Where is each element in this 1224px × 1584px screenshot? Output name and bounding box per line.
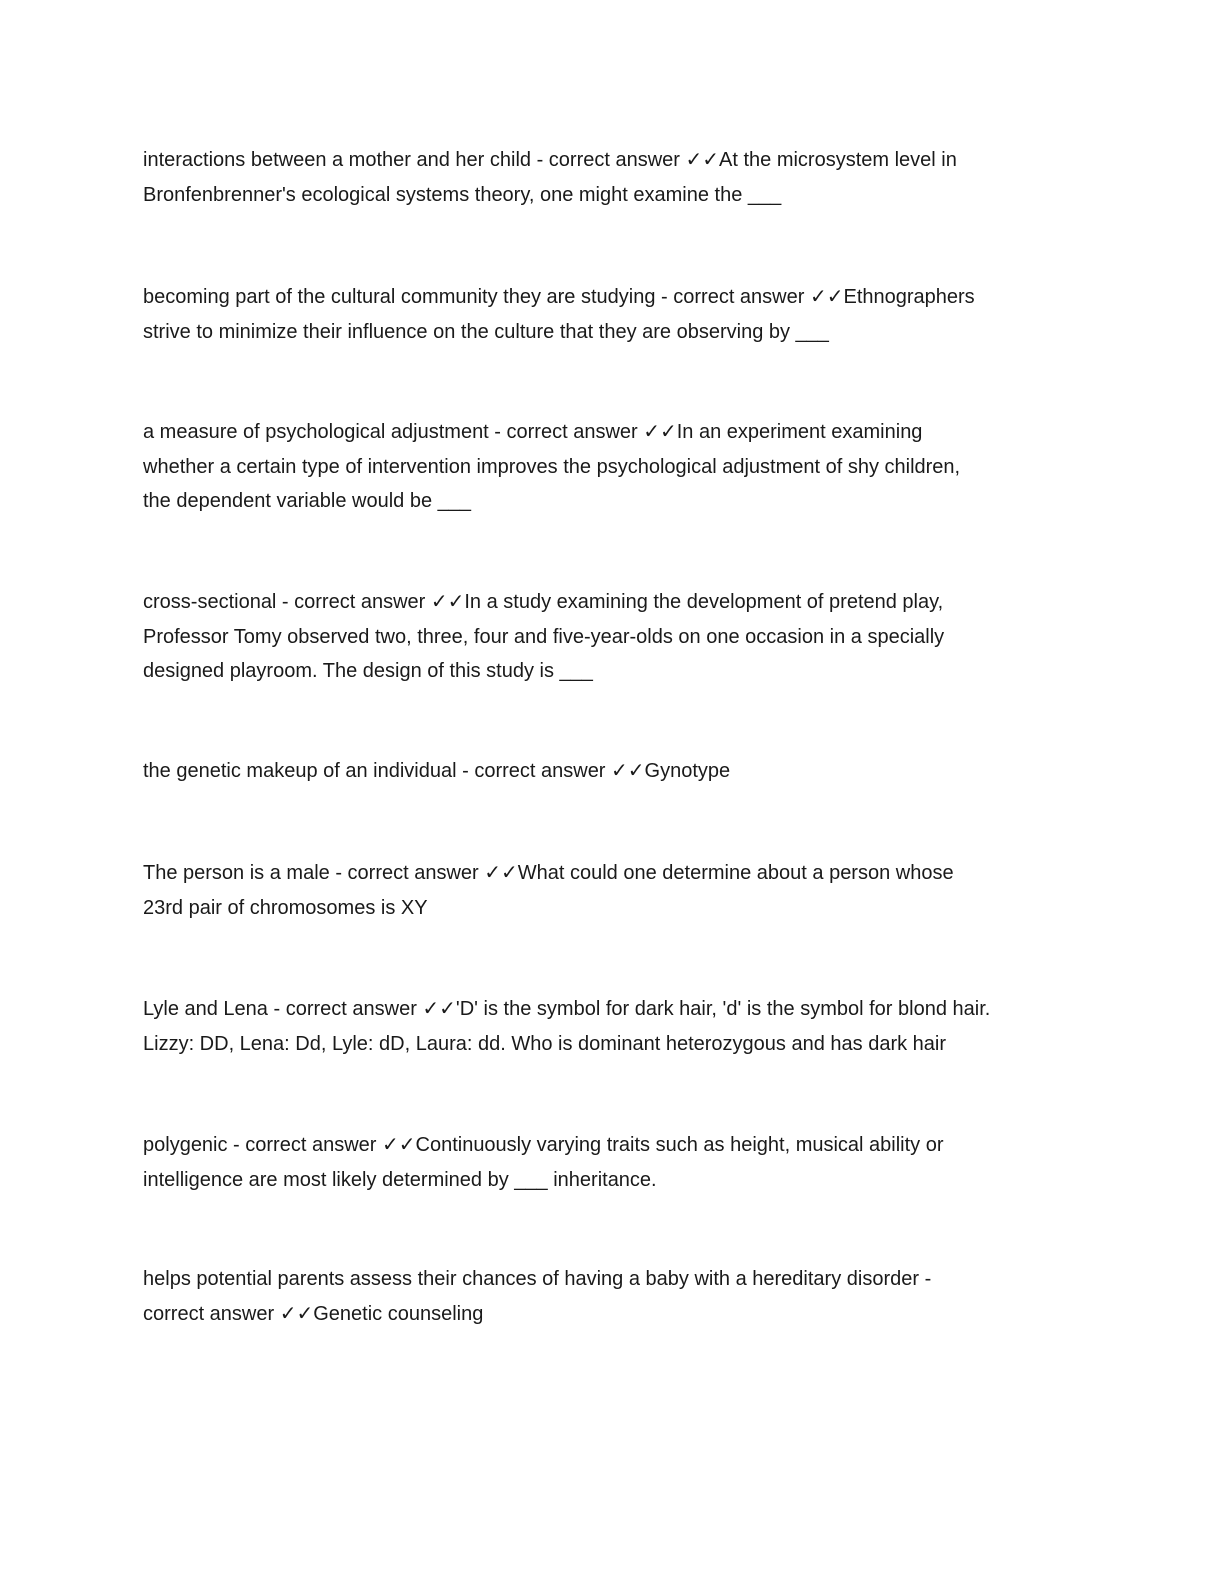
qa-entry <box>143 1128 1073 1197</box>
entry-line: correct answer ✓✓Genetic counseling <box>143 1302 484 1325</box>
entry-line: the dependent variable would be ___ <box>143 490 472 512</box>
entry-line: Lizzy: DD, Lena: Dd, Lyle: dD, Laura: dd. Who is dominant heterozygous and has dark hair <box>143 1032 947 1055</box>
qa-entry <box>143 585 1073 689</box>
qa-entry <box>143 415 1073 519</box>
entry-line: intelligence are most likely determined by ___ inheritance. <box>143 1168 657 1191</box>
entry-line: Lyle and Lena - correct answer ✓✓'D' is the symbol for dark hair, 'd' is the symbol for blond hair. <box>143 998 991 1020</box>
qa-entry <box>143 856 1073 925</box>
entry-line: cross-sectional - correct answer ✓✓In a study examining the development of pretend play, <box>143 591 944 613</box>
qa-entry <box>143 1262 1073 1331</box>
entry-line: polygenic - correct answer ✓✓Continuously varying traits such as height, musical ability or <box>143 1134 944 1156</box>
entry-line: Professor Tomy observed two, three, four and five-year-olds on one occasion in a specially <box>143 625 945 648</box>
entry-line: Bronfenbrenner's ecological systems theory, one might examine the ___ <box>143 183 782 206</box>
entry-line: interactions between a mother and her child - correct answer ✓✓At the microsystem level in <box>143 149 957 171</box>
qa-entry <box>143 754 1073 789</box>
entry-line: whether a certain type of intervention improves the psychological adjustment of shy children, <box>143 455 961 478</box>
entry-line: designed playroom. The design of this study is ___ <box>143 660 593 682</box>
entry-line: helps potential parents assess their chances of having a baby with a hereditary disorder - <box>143 1268 932 1290</box>
entry-line: The person is a male - correct answer ✓✓What could one determine about a person whose <box>143 862 954 884</box>
entry-line: the genetic makeup of an individual - correct answer ✓✓Gynotype <box>143 760 731 782</box>
qa-entry <box>143 143 1073 212</box>
qa-entry <box>143 992 1073 1061</box>
entry-line: 23rd pair of chromosomes is XY <box>143 896 428 919</box>
entry-line: strive to minimize their influence on the culture that they are observing by ___ <box>143 320 829 343</box>
qa-entry <box>143 280 1073 349</box>
entry-line: a measure of psychological adjustment - correct answer ✓✓In an experiment examining <box>143 421 923 443</box>
entry-line: becoming part of the cultural community they are studying - correct answer ✓✓Ethnographers <box>143 286 975 308</box>
